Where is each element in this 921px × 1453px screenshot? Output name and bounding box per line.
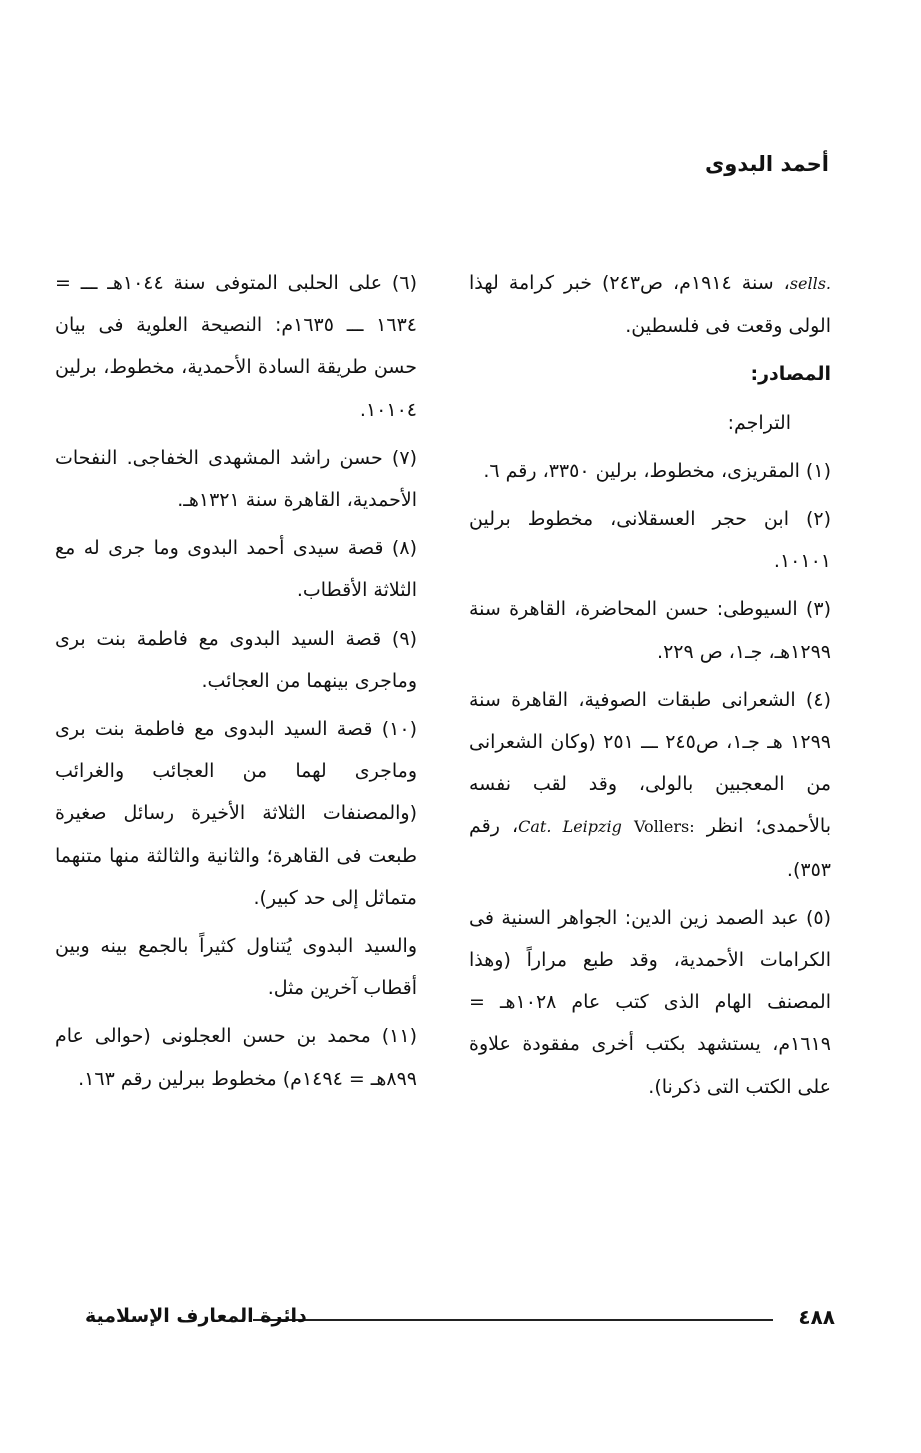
intro-latin-text: sells. xyxy=(789,274,831,293)
source-entry-8: (٨) قصة سيدى أحمد البدوى وما جرى له مع الثلاثة الأقطاب. xyxy=(55,537,417,602)
source-entry-6: (٦) على الحلبى المتوفى سنة ١٠٤٤هـ ـــ = ١٦٣٤ ـــ ١٦٣٥م: النصيحة العلوية فى بيان حسن طريقة السادة الأحمدية، مخطوط، برلين ١٠١٠٤. xyxy=(55,272,417,421)
page-number: ٤٨٨ xyxy=(798,1305,835,1329)
right-column xyxy=(469,262,831,1114)
intro-text: ، سنة ١٩١٤م، ص٢٤٣) خبر كرامة لهذا الولى وقعت فى فلسطين. xyxy=(469,272,831,338)
note-paragraph: والسيد البدوى يُتناول كثيراً بالجمع بينه وبين أقطاب آخرين مثل. xyxy=(55,935,417,1000)
sources-heading: المصادر: xyxy=(750,363,831,386)
source-entry-4-text: (٤) الشعرانى طبقات الصوفية، القاهرة سنة ١٢٩٩ هـ جـ١، ص٢٤٥ ـــ ٢٥١ (وكان الشعرانى من المعجبين بالولى، وقد لقب نفسه بالأحمدى؛ انظر xyxy=(469,688,832,838)
source-entry-5: (٥) عبد الصمد زين الدين: الجواهر السنية فى الكرامات الأحمدية، وقد طبع مراراً (وهذا المصنف الهام الذى كتب عام ١٠٢٨هـ = ١٦١٩م، يستشهد بكتب أخرى مفقودة علاوة على الكتب التى ذكرنا). xyxy=(469,906,831,1098)
source-entry-4-end: ، رقم ٣٥٣). xyxy=(469,815,831,881)
source-entry-9: (٩) قصة السيد البدوى مع فاطمة بنت برى وماجرى بينهما من العجائب. xyxy=(55,627,417,692)
source-entry-11: (١١) محمد بن حسن العجلونى (حوالى عام ٨٩٩هـ = ١٤٩٤م) مخطوط ببرلين رقم ١٦٣. xyxy=(55,1025,417,1090)
source-entry-7: (٧) حسن راشد المشهدى الخفاجى. النفحات الأحمدية، القاهرة سنة ١٣٢١هـ. xyxy=(55,446,417,512)
source-entry-10: (١٠) قصة السيد البدوى مع فاطمة بنت برى وماجرى لهما من العجائب والغرائب (والمصنفات الثلاثة الأخيرة رسائل صغيرة طبعت فى القاهرة؛ والثانية والثالثة منها متنهما متماثل إلى حد كبير). xyxy=(55,718,417,909)
footer-divider xyxy=(253,1319,773,1321)
source-entry-4-latin-title: Cat. Leipzig xyxy=(518,817,622,837)
page-header-title: أحمد البدوى xyxy=(705,152,829,176)
page-footer xyxy=(85,1305,835,1335)
intro-paragraph xyxy=(469,262,831,347)
source-entry-4 xyxy=(469,679,831,891)
source-entry-4-latin-author: Vollers: xyxy=(633,817,695,837)
source-entry-1: (١) المقريزى، مخطوط، برلين ٣٣٥٠، رقم ٦. xyxy=(483,459,831,482)
source-entry-3: (٣) السيوطى: حسن المحاضرة، القاهرة سنة ١٢٩٩هـ، جـ١، ص ٢٢٩. xyxy=(469,598,831,663)
left-column xyxy=(55,262,417,1106)
source-entry-2: (٢) ابن حجر العسقلانى، مخطوط برلين ١٠١٠١. xyxy=(469,508,831,573)
journal-title: دائرة المعارف الإسلامية xyxy=(85,1305,307,1327)
biographies-heading: التراجم: xyxy=(727,411,791,434)
